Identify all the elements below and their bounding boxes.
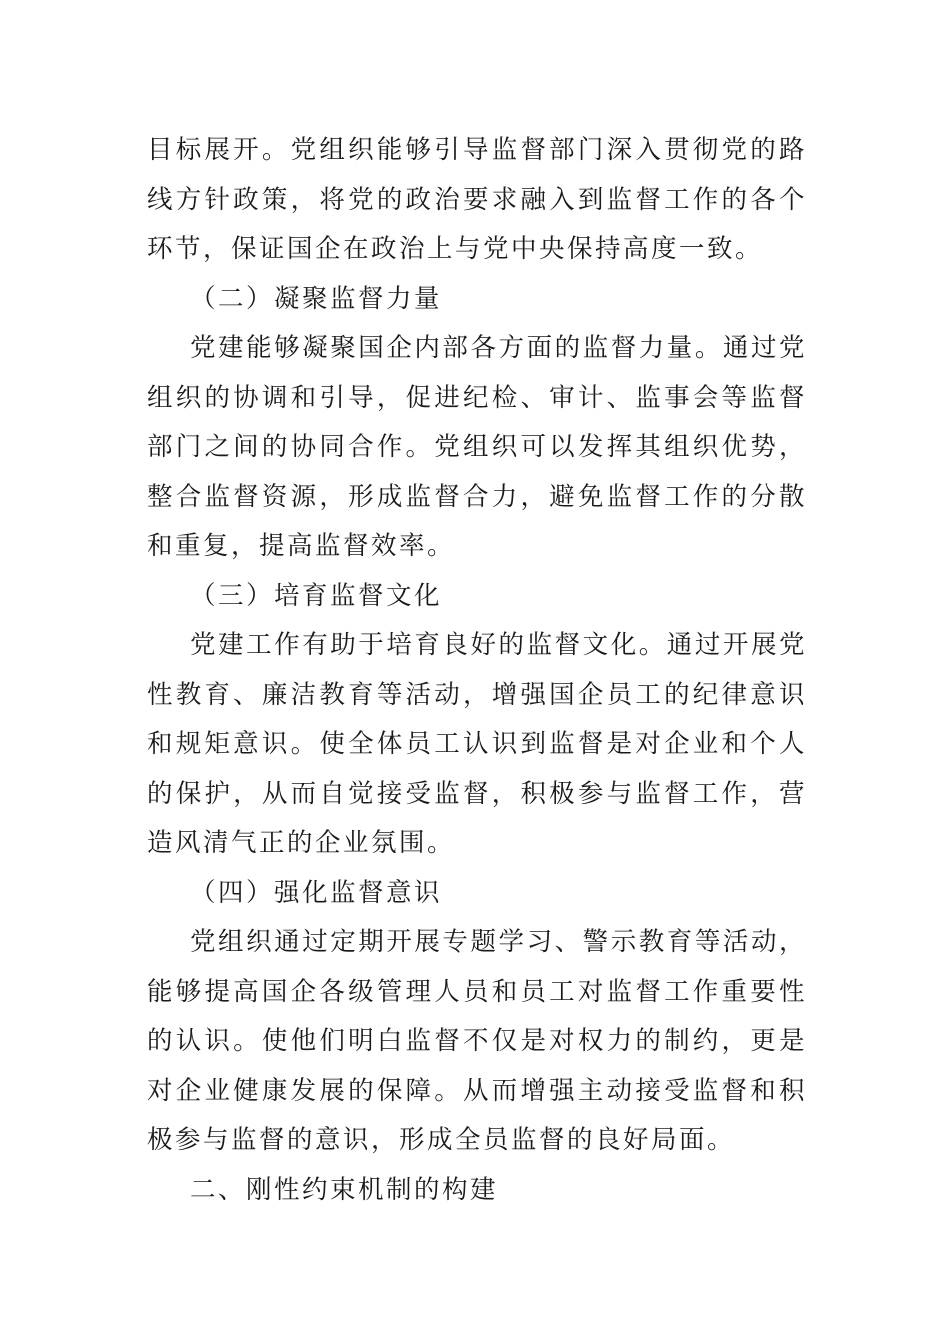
paragraph-2: 党建能够凝聚国企内部各方面的监督力量。通过党组织的协调和引导，促进纪检、审计、监事会等监督部门之间的协同合作。党组织可以发挥其组织优势，整合监督资源，形成监督合力，避免监督工作的分散和重复，提高监督效率。 [147, 333, 807, 561]
paragraph-continued: 目标展开。党组织能够引导监督部门深入贯彻党的路线方针政策，将党的政治要求融入到监督工作的各个环节，保证国企在政治上与党中央保持高度一致。 [147, 135, 807, 264]
subheading-2: （二）凝聚监督力量 [190, 283, 443, 314]
paragraph-3: 党建工作有助于培育良好的监督文化。通过开展党性教育、廉洁教育等活动，增强国企员工的纪律意识和规矩意识。使全体员工认识到监督是对企业和个人的保护，从而自觉接受监督，积极参与监督工作，营造风清气正的企业氛围。 [147, 630, 807, 858]
paragraph-4: 党组织通过定期开展专题学习、警示教育等活动，能够提高国企各级管理人员和员工对监督工作重要性的认识。使他们明白监督不仅是对权力的制约，更是对企业健康发展的保障。从而增强主动接受监督和积极参与监督的意识，形成全员监督的良好局面。 [147, 927, 807, 1155]
section-heading: 二、刚性约束机制的构建 [190, 1174, 499, 1205]
document-body [147, 126, 807, 1215]
subheading-4: （四）强化监督意识 [190, 877, 443, 908]
subheading-3: （三）培育监督文化 [190, 580, 443, 611]
